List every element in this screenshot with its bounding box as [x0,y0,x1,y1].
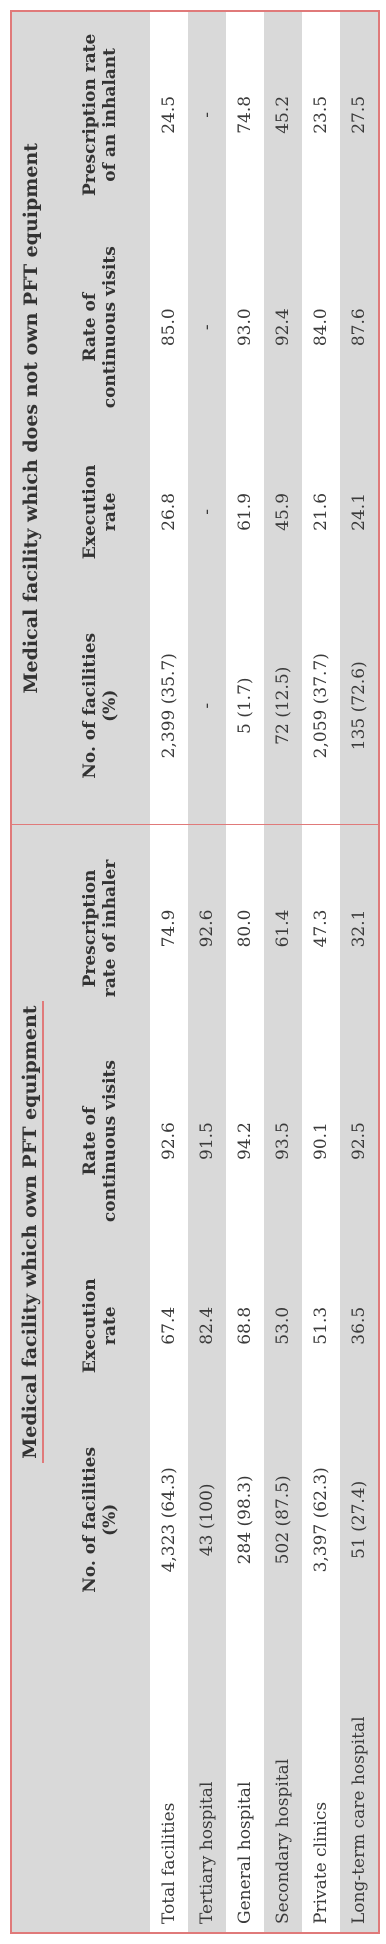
col-header-continuous-no [52,218,150,437]
table-cell: 61.9 [226,437,264,587]
corner-header-cell [11,1639,150,1933]
col-header-line1: Rate of [80,1106,101,1176]
col-header-line2: continuous visits [100,1060,120,1223]
table-row [188,11,226,1933]
table-cell: 32.1 [340,825,379,1032]
row-label: Tertiary hospital [188,1639,226,1933]
table-cell: 2,059 (37.7) [302,587,340,825]
pft-facility-table [10,10,380,1934]
col-header-prescription-own [52,825,150,1032]
col-header-line1: Rate of [80,292,101,362]
col-header-line1: Prescription rate [80,33,101,197]
col-header-line1: Execution [80,1278,101,1374]
table-cell: 82.4 [188,1251,226,1401]
table-cell: 43 (100) [188,1401,226,1639]
table-cell: 45.9 [264,437,302,587]
col-header-execution-no [52,437,150,587]
table-cell: 67.4 [150,1251,188,1401]
table-cell: 84.0 [302,218,340,437]
row-label: Total facilities [150,1639,188,1933]
col-header-line2: (%) [100,689,120,722]
table-cell: 87.6 [340,218,379,437]
table-cell: 92.6 [188,825,226,1032]
table-cell: 94.2 [226,1032,264,1251]
table-cell: 21.6 [302,437,340,587]
table-cell: 36.5 [340,1251,379,1401]
col-header-line2: rate [100,492,120,532]
table-cell: - [188,587,226,825]
table-cell: 92.5 [340,1032,379,1251]
col-header-facilities-own [52,1401,150,1639]
table-cell: 85.0 [150,218,188,437]
table-cell: 284 (98.3) [226,1401,264,1639]
row-label: Secondary hospital [264,1639,302,1933]
table-cell: 24.5 [150,11,188,218]
table-cell: 27.5 [340,11,379,218]
table-row [226,11,264,1933]
table-cell: 61.4 [264,825,302,1032]
table-cell: 90.1 [302,1032,340,1251]
table-cell: 47.3 [302,825,340,1032]
col-header-line1: No. of facilities [80,632,101,779]
table-cell: 53.0 [264,1251,302,1401]
table-cell: 502 (87.5) [264,1401,302,1639]
row-label: General hospital [226,1639,264,1933]
table-cell: 91.5 [188,1032,226,1251]
table-cell: 51.3 [302,1251,340,1401]
table-cell: 45.2 [264,11,302,218]
table-row [264,11,302,1933]
table-cell: 72 (12.5) [264,587,302,825]
table-cell: - [188,11,226,218]
table-cell: 135 (72.6) [340,587,379,825]
col-header-line2: rate [100,1306,120,1346]
table-cell: 3,397 (62.3) [302,1401,340,1639]
col-header-continuous-own [52,1032,150,1251]
table-cell: 26.8 [150,437,188,587]
table-cell: 51 (27.4) [340,1401,379,1639]
table-cell: - [188,437,226,587]
table-row [150,11,188,1933]
table-cell: 92.6 [150,1032,188,1251]
col-header-line1: No. of facilities [80,1446,101,1593]
group-header-no-pft-label: Medical facility which does not own PFT equipment [20,142,43,694]
table-cell: 23.5 [302,11,340,218]
col-header-line2: continuous visits [100,246,120,409]
group-header-own-pft [11,825,52,1639]
col-header-line2: (%) [100,1503,120,1536]
col-header-facilities-no [52,587,150,825]
table-cell: 2,399 (35.7) [150,587,188,825]
table-cell: 74.8 [226,11,264,218]
row-label: Long-term care hospital [340,1639,379,1933]
table-cell: 68.8 [226,1251,264,1401]
group-header-no-pft [11,11,52,825]
table-cell: 93.5 [264,1032,302,1251]
table-cell: 92.4 [264,218,302,437]
col-header-line2: of an inhalant [100,47,120,182]
table-cell: - [188,218,226,437]
table-cell: 5 (1.7) [226,587,264,825]
col-header-line1: Execution [80,464,101,560]
col-header-execution-own [52,1251,150,1401]
col-header-line1: Prescription [80,869,101,988]
col-header-prescription-no [52,11,150,218]
col-header-line2: rate of inhaler [100,859,120,998]
table-cell: 93.0 [226,218,264,437]
table-cell: 24.1 [340,437,379,587]
table-cell: 80.0 [226,825,264,1032]
table-row [302,11,340,1933]
row-label: Private clinics [302,1639,340,1933]
table-cell: 4,323 (64.3) [150,1401,188,1639]
table-cell: 74.9 [150,825,188,1032]
table-row [340,11,379,1933]
group-header-own-pft-label: Medical facility which own PFT equipment [20,1001,44,1462]
